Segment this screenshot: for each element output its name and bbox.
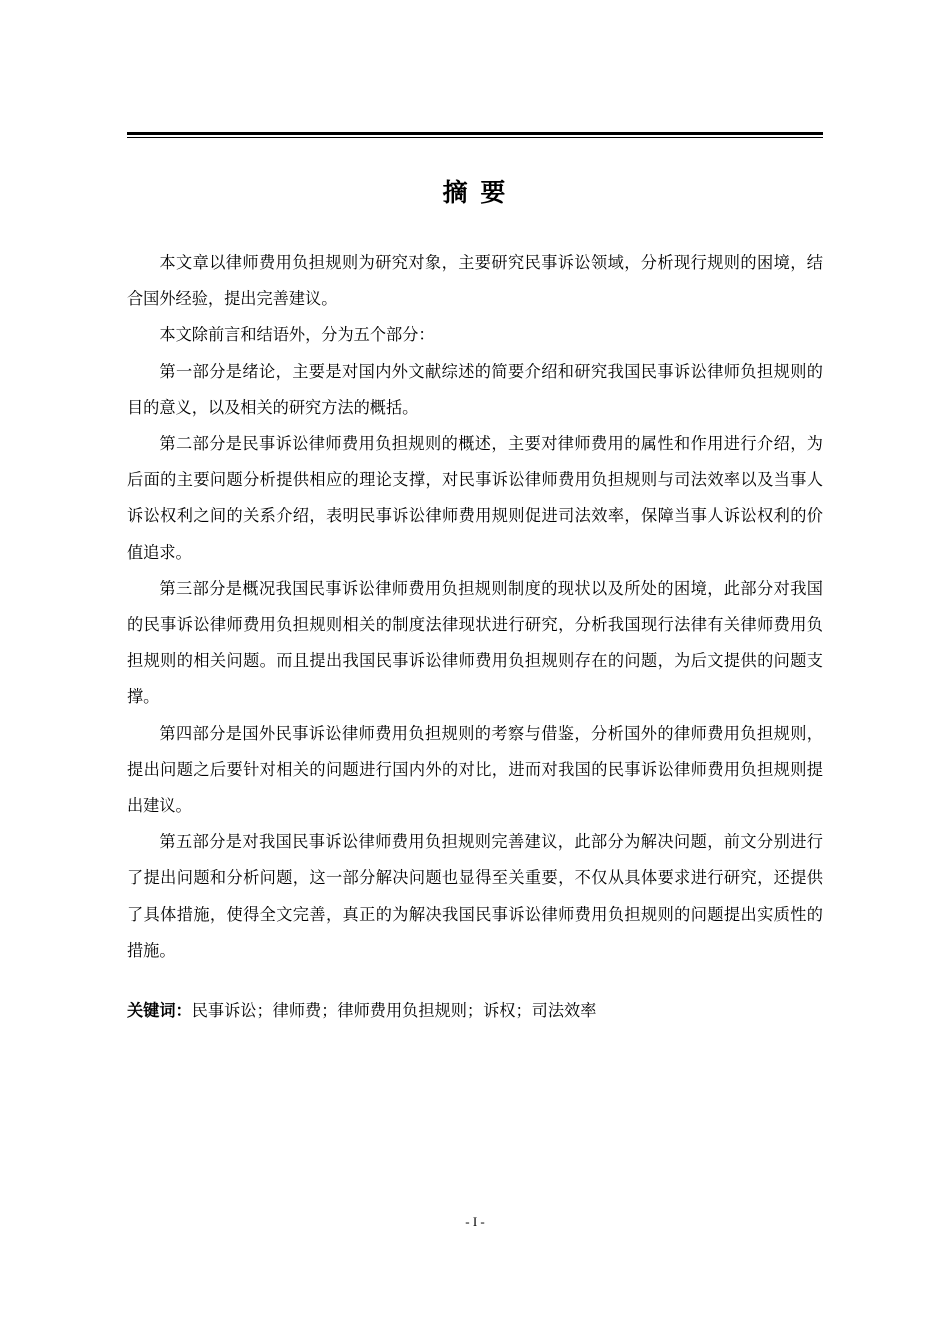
keywords-label: 关键词：	[127, 1001, 192, 1020]
paragraph-intro: 本文章以律师费用负担规则为研究对象，主要研究民事诉讼领域，分析现行规则的困境，结合国外经验，提出完善建议。	[127, 253, 823, 309]
paragraph-part-two: 第二部分是民事诉讼律师费用负担规则的概述，主要对律师费用的属性和作用进行介绍，为后面的主要问题分析提供相应的理论支撑，对民事诉讼律师费用负担规则与司法效率以及当事人诉讼权利之间的关系介绍，表明民事诉讼律师费用规则促进司法效率，保障当事人诉讼权利的价值追求。	[127, 434, 823, 562]
keywords-text: 民事诉讼；律师费；律师费用负担规则；诉权；司法效率	[191, 1001, 597, 1020]
keywords-line	[127, 995, 823, 1027]
paragraph-part-four: 第四部分是国外民事诉讼律师费用负担规则的考察与借鉴，分析国外的律师费用负担规则，提出问题之后要针对相关的问题进行国内外的对比，进而对我国的民事诉讼律师费用负担规则提出建议。	[127, 723, 823, 816]
abstract-body	[127, 245, 823, 969]
header-rule-thick	[127, 132, 823, 135]
header-rule-thin	[127, 137, 823, 138]
paragraph-part-one: 第一部分是绪论，主要是对国内外文献综述的简要介绍和研究我国民事诉讼律师负担规则的目的意义，以及相关的研究方法的概括。	[127, 361, 823, 417]
paragraph-part-three: 第三部分是概况我国民事诉讼律师费用负担规则制度的现状以及所处的困境，此部分对我国的民事诉讼律师费用负担规则相关的制度法律现状进行研究，分析我国现行法律有关律师费用负担规则的相关问题。而且提出我国民事诉讼律师费用负担规则存在的问题，为后文提供的问题支撑。	[127, 578, 823, 707]
page-number: - I -	[465, 1214, 485, 1229]
paragraph-structure: 本文除前言和结语外，分为五个部分：	[159, 325, 435, 345]
abstract-title: 摘 要	[442, 178, 508, 207]
paragraph-part-five: 第五部分是对我国民事诉讼律师费用负担规则完善建议，此部分为解决问题，前文分别进行了提出问题和分析问题，这一部分解决问题也显得至关重要，不仅从具体要求进行研究，还提供了具体措施，使得全文完善，真正的为解决我国民事诉讼律师费用负担规则的问题提出实质性的措施。	[127, 832, 823, 960]
